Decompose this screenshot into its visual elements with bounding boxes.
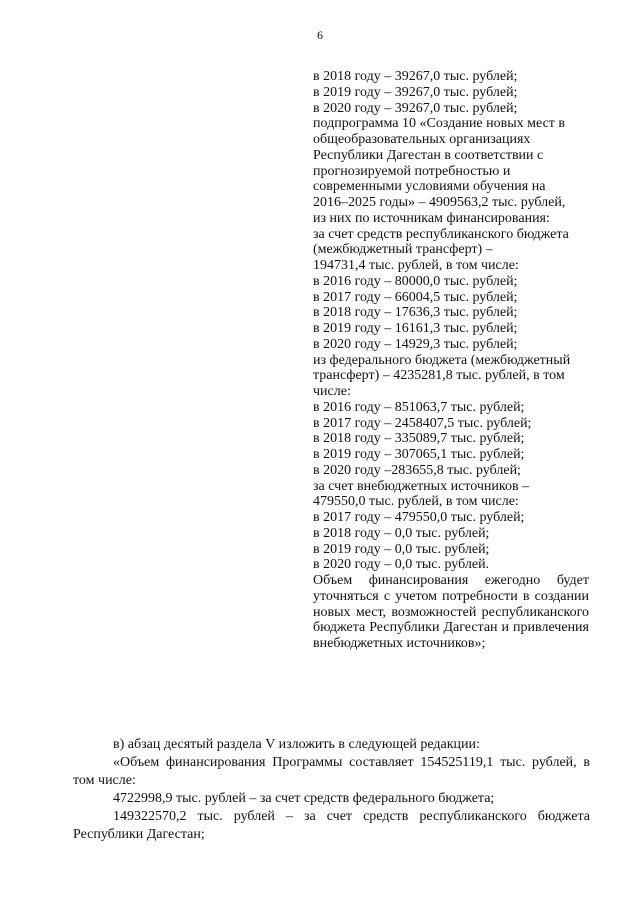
text-line: Республики Дагестан в соответствии с	[313, 147, 544, 163]
text-line: в 2019 году – 39267,0 тыс. рублей;	[313, 84, 518, 100]
text-line: из них по источникам финансирования:	[313, 210, 550, 226]
paragraph-federal-budget: 4722998,9 тыс. рублей – за счет средств федерального бюджета;	[113, 791, 495, 806]
page-number: 6	[317, 28, 323, 42]
text-line: в 2020 году –283655,8 тыс. рублей;	[313, 462, 521, 478]
text-line: 2016–2025 годы» – 4909563,2 тыс. рублей,	[313, 195, 566, 210]
text-line: в 2018 году – 335089,7 тыс. рублей;	[313, 431, 525, 447]
text-line: в 2017 году – 2458407,5 тыс. рублей;	[313, 415, 532, 431]
text-line: за счет внебюджетных источников –	[313, 478, 530, 494]
text-line: в 2018 году – 17636,3 тыс. рублей;	[313, 305, 518, 321]
text-line: в 2018 году – 39267,0 тыс. рублей;	[313, 69, 518, 84]
text-line: общеобразовательных организациях	[313, 132, 531, 147]
paragraph-amendment: в) абзац десятый раздела V изложить в следующей редакции:	[113, 737, 480, 752]
text-line: из федерального бюджета (межбюджетный	[313, 352, 571, 368]
text-line: в 2019 году – 0,0 тыс. рублей;	[313, 541, 490, 557]
paragraph-total-funding: «Объем финансирования Программы составляет 154525119,1 тыс. рублей, в том числе:	[73, 755, 590, 788]
text-line: 194731,4 тыс. рублей, в том числе:	[313, 258, 519, 273]
text-line: (межбюджетный трансферт) –	[313, 242, 493, 258]
text-line: в 2019 году – 16161,3 тыс. рублей;	[313, 321, 518, 336]
funding-note: Объем финансирования ежегодно будет уточняться с учетом потребности в создании новых мест, возможностей республиканского бюджета Республики Дагестан и привлечения внебюджетных источников»;	[313, 573, 589, 651]
text-line: в 2020 году – 0,0 тыс. рублей.	[313, 557, 490, 573]
text-line: в 2020 году – 39267,0 тыс. рублей;	[313, 100, 518, 116]
text-line: в 2017 году – 479550,0 тыс. рублей;	[313, 510, 525, 525]
body-text	[73, 736, 590, 844]
text-line: 479550,0 тыс. рублей, в том числе:	[313, 494, 519, 510]
text-line: подпрограмма 10 «Создание новых мест в	[313, 116, 566, 132]
text-line: трансферт) – 4235281,8 тыс. рублей, в том	[313, 368, 565, 384]
text-line: в 2016 году – 80000,0 тыс. рублей;	[313, 273, 518, 289]
text-line: в 2020 году – 14929,3 тыс. рублей;	[313, 336, 518, 352]
paragraph-republican-budget: 149322570,2 тыс. рублей – за счет средств республиканского бюджета Республики Дагестан;	[73, 809, 590, 842]
text-line: за счет средств республиканского бюджета	[313, 226, 569, 242]
text-line: в 2017 году – 66004,5 тыс. рублей;	[313, 289, 518, 305]
text-line: в 2016 году – 851063,7 тыс. рублей;	[313, 399, 525, 415]
text-line: в 2019 году – 307065,1 тыс. рублей;	[313, 447, 525, 462]
text-line: числе:	[313, 384, 351, 399]
text-line: современными условиями обучения на	[313, 179, 546, 195]
text-line: в 2018 году – 0,0 тыс. рублей;	[313, 525, 490, 541]
subprogram-funding-column	[313, 69, 589, 652]
text-line: прогнозируемой потребностью и	[313, 163, 511, 179]
